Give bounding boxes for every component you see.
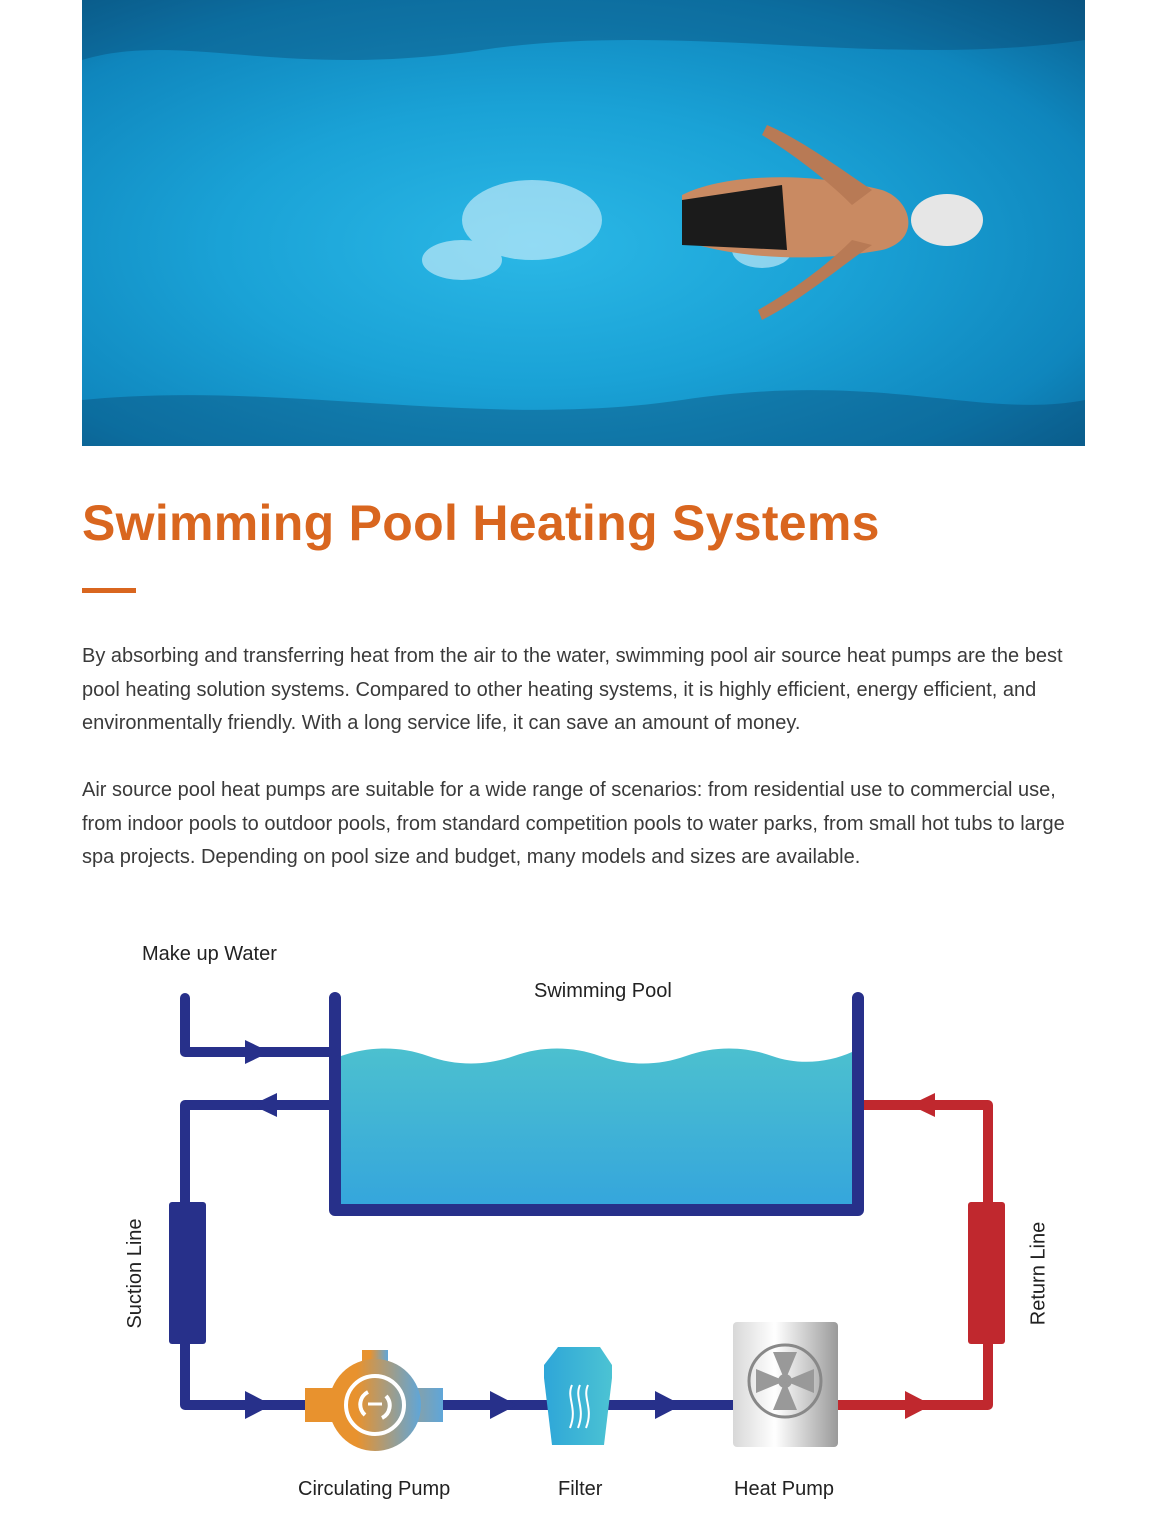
arrow-right-icon bbox=[245, 1391, 272, 1419]
swimming-pool-label: Swimming Pool bbox=[534, 980, 672, 1002]
suction-line-section bbox=[169, 1202, 206, 1344]
circulating-pump-icon bbox=[305, 1350, 443, 1451]
return-line-section bbox=[968, 1202, 1005, 1344]
page-title: Swimming Pool Heating Systems bbox=[82, 495, 880, 551]
heat-pump-label: Heat Pump bbox=[734, 1478, 835, 1500]
make-up-water-label: Make up Water bbox=[142, 943, 277, 965]
arrow-right-icon bbox=[490, 1391, 517, 1419]
intro-paragraph: By absorbing and transferring heat from the air to the water, swimming pool air source heat pumps are the best pool heating solution systems. Compared to other heating systems, it is highly efficient, energy efficient, and environmentally friendly. With a long service life, it can save an amount of money. bbox=[82, 645, 1063, 734]
scenarios-paragraph: Air source pool heat pumps are suitable for a wide range of scenarios: from residential use to commercial use, from indoor pools to outdoor pools, from standard competition pools to water parks, from small hot tubs to large spa projects. Depending on pool size and budget, many models and sizes are available. bbox=[82, 779, 1065, 868]
arrow-right-icon bbox=[245, 1040, 270, 1064]
suction-line-label: Suction Line bbox=[124, 1218, 146, 1329]
circulating-pump-label: Circulating Pump bbox=[298, 1478, 451, 1500]
filter-label: Filter bbox=[558, 1478, 603, 1500]
make-up-water-pipe bbox=[185, 998, 335, 1052]
heat-pump-icon bbox=[733, 1322, 838, 1447]
arrow-right-icon bbox=[655, 1391, 682, 1419]
arrow-left-icon bbox=[252, 1093, 277, 1117]
return-line-label: Return Line bbox=[1027, 1221, 1050, 1326]
arrow-left-icon bbox=[910, 1093, 935, 1117]
filter-icon bbox=[544, 1347, 612, 1445]
pool-water bbox=[341, 1049, 852, 1205]
arrow-right-icon bbox=[905, 1391, 932, 1419]
